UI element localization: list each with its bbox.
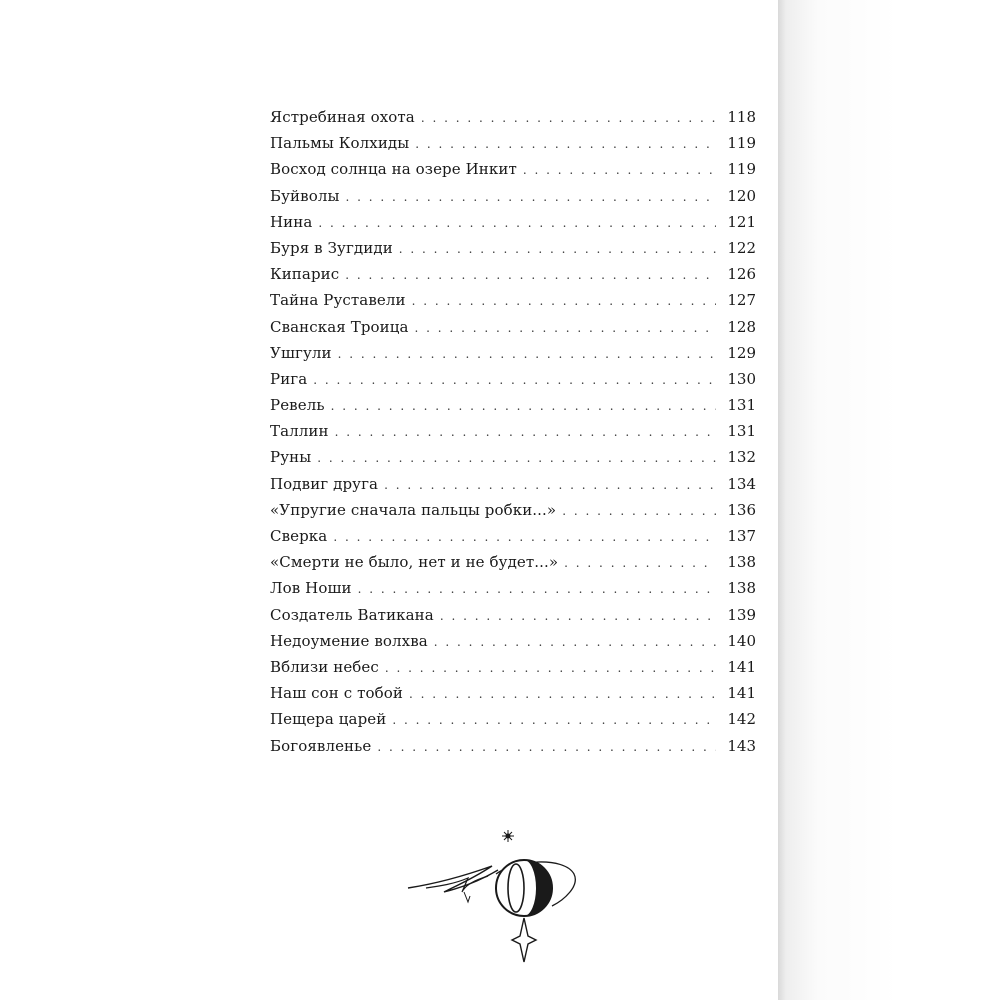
toc-entry	[270, 344, 756, 370]
dot-leader	[409, 687, 716, 701]
dot-leader	[318, 216, 716, 230]
toc-entry-page: 143	[727, 736, 756, 755]
toc-entry-title: Наш сон с тобой	[270, 684, 403, 703]
toc-entry	[270, 606, 756, 632]
toc-entry-page: 119	[727, 160, 756, 179]
dot-leader	[421, 111, 716, 125]
toc-entry-title: Кипарис	[270, 265, 340, 284]
toc-entry-title: Ревель	[270, 396, 325, 415]
toc-entry-page: 131	[727, 396, 756, 415]
dot-leader	[440, 609, 716, 623]
toc-entry-page: 121	[727, 212, 756, 231]
toc-entry	[270, 475, 756, 501]
dot-leader	[335, 425, 716, 439]
toc-entry	[270, 265, 756, 291]
dot-leader	[415, 321, 716, 335]
toc-entry-page: 140	[727, 631, 756, 650]
table-of-contents	[270, 108, 756, 763]
toc-entry-title: Руны	[270, 448, 312, 467]
toc-entry-title: Недоумение волхва	[270, 631, 428, 650]
toc-entry-page: 138	[727, 553, 756, 572]
toc-entry-title: Буйволы	[270, 186, 340, 205]
toc-entry-page: 136	[727, 500, 756, 519]
toc-entry-page: 141	[727, 684, 756, 703]
dot-leader	[434, 635, 716, 649]
toc-entry-title: Восход солнца на озере Инкит	[270, 160, 517, 179]
toc-entry	[270, 553, 756, 579]
toc-entry-page: 120	[727, 186, 756, 205]
toc-entry-title: Ястребиная охота	[270, 108, 415, 126]
toc-entry-title: Подвиг друга	[270, 474, 379, 493]
toc-entry	[270, 291, 756, 317]
dot-leader	[346, 190, 717, 204]
toc-entry	[270, 737, 756, 763]
toc-entry-title: Таллин	[270, 422, 329, 441]
toc-entry	[270, 213, 756, 239]
page-edge-shadow	[778, 0, 1000, 1000]
toc-entry-page: 139	[727, 605, 756, 624]
toc-entry	[270, 527, 756, 553]
toc-entry-title: Рига	[270, 369, 308, 388]
toc-entry-page: 134	[727, 474, 756, 493]
dot-leader	[358, 582, 716, 596]
toc-entry	[270, 684, 756, 710]
toc-entry	[270, 422, 756, 448]
toc-entry-page: 142	[727, 710, 756, 729]
dot-leader	[415, 137, 716, 151]
dot-leader	[564, 556, 716, 570]
dot-leader	[392, 713, 716, 727]
toc-entry-title: «Смерти не было, нет и не будет...»	[270, 553, 559, 572]
dot-leader	[385, 661, 716, 675]
dot-leader	[562, 504, 716, 518]
toc-entry-title: Буря в Зугдиди	[270, 238, 393, 257]
toc-entry-title: Нина	[270, 212, 313, 231]
toc-entry	[270, 134, 756, 160]
dot-leader	[317, 451, 716, 465]
toc-entry	[270, 579, 756, 605]
toc-entry-title: Сверка	[270, 527, 328, 545]
toc-entry-title: Богоявленье	[270, 736, 372, 755]
toc-entry-page: 119	[727, 134, 756, 153]
toc-entry-page: 130	[727, 369, 756, 388]
toc-entry-page: 118	[727, 108, 756, 126]
toc-entry-page: 129	[727, 343, 756, 362]
toc-entry-page: 128	[727, 317, 756, 336]
toc-entry-page: 122	[727, 238, 756, 257]
toc-entry	[270, 396, 756, 422]
dot-leader	[384, 478, 716, 492]
toc-entry-page: 138	[727, 579, 756, 598]
toc-entry	[270, 501, 756, 527]
dot-leader	[399, 242, 716, 256]
toc-entry-page: 127	[727, 291, 756, 310]
toc-entry	[270, 632, 756, 658]
toc-entry-title: Сванская Троица	[270, 317, 409, 336]
toc-entry-title: Ушгули	[270, 343, 332, 362]
toc-entry	[270, 187, 756, 213]
toc-entry-title: Пальмы Колхиды	[270, 134, 410, 153]
toc-entry	[270, 370, 756, 396]
toc-entry	[270, 658, 756, 684]
toc-entry	[270, 108, 756, 134]
toc-entry	[270, 318, 756, 344]
toc-entry-page: 141	[727, 657, 756, 676]
dot-leader	[523, 163, 716, 177]
toc-entry-title: Пещера царей	[270, 710, 387, 729]
dot-leader	[331, 399, 716, 413]
moon-star-ornament-icon	[404, 826, 594, 966]
toc-entry-page: 131	[727, 422, 756, 441]
toc-entry	[270, 448, 756, 474]
dot-leader	[377, 740, 716, 754]
toc-entry	[270, 160, 756, 186]
toc-entry-title: Лов Ноши	[270, 579, 352, 598]
dot-leader	[345, 268, 716, 282]
toc-entry-title: Создатель Ватикана	[270, 605, 434, 624]
toc-entry-page: 132	[727, 448, 756, 467]
dot-leader	[333, 530, 716, 544]
toc-entry	[270, 710, 756, 736]
toc-entry	[270, 239, 756, 265]
dot-leader	[313, 373, 716, 387]
toc-entry-title: «Упругие сначала пальцы робки...»	[270, 500, 557, 519]
dot-leader	[338, 347, 716, 361]
dot-leader	[412, 294, 716, 308]
toc-entry-title: Вблизи небес	[270, 657, 379, 676]
toc-entry-page: 126	[727, 265, 756, 284]
toc-entry-page: 137	[727, 527, 756, 545]
toc-entry-title: Тайна Руставели	[270, 291, 406, 310]
